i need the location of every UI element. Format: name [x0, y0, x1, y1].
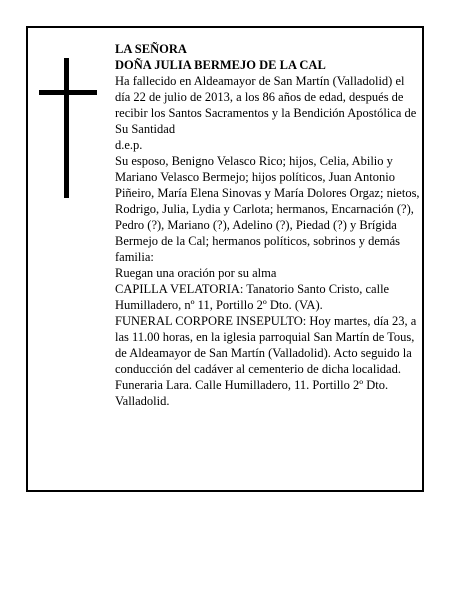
funeral-info: FUNERAL CORPORE INSEPULTO: Hoy martes, día 23, a las 11.00 horas, en la iglesia parroquial San Martín de Tous, de Aldeamayor de San Martín (Valladolid). Acto seguido la conducción del cadáver al cementerio de dicha localidad. — [115, 314, 417, 376]
family-list: Su esposo, Benigno Velasco Rico; hijos, Celia, Abilio y Mariano Velasco Bermejo; hijos políticos, Juan Antonio Piñeiro, María Elena Sinovas y María Dolores Orgaz; nietos, Rodrigo, Julia, Lydia y Carlota; hermanos, Encarnación (?), Pedro (?), Mariano (?), Adelino (?), Piedad (?) y Brígida Bermejo de la Cal; hermanos políticos, sobrinos y demás familia: — [115, 154, 420, 264]
chapel-info: CAPILLA VELATORIA: Tanatorio Santo Cristo, calle Humilladero, nº 11, Portillo 2º Dto. (VA). — [115, 282, 390, 312]
cross-vertical-bar — [64, 58, 69, 198]
cross-icon — [39, 58, 97, 198]
notice-heading: LA SEÑORA — [115, 42, 187, 56]
prayer-request: Ruegan una oración por su alma — [115, 266, 277, 280]
deceased-name: DOÑA JULIA BERMEJO DE LA CAL — [115, 58, 326, 72]
cross-horizontal-bar — [39, 90, 97, 95]
dep-text: d.e.p. — [115, 138, 143, 152]
death-announcement: Ha fallecido en Aldeamayor de San Martín (Valladolid) el día 22 de julio de 2013, a los 86 años de edad, después de recibir los Santos Sacramentos y la Bendición Apostólica de Su Santidad — [115, 74, 417, 136]
notice-text — [115, 41, 421, 409]
funeral-home-info: Funeraria Lara. Calle Humilladero, 11. Portillo 2º Dto. Valladolid. — [115, 378, 389, 408]
obituary-notice — [26, 26, 424, 492]
